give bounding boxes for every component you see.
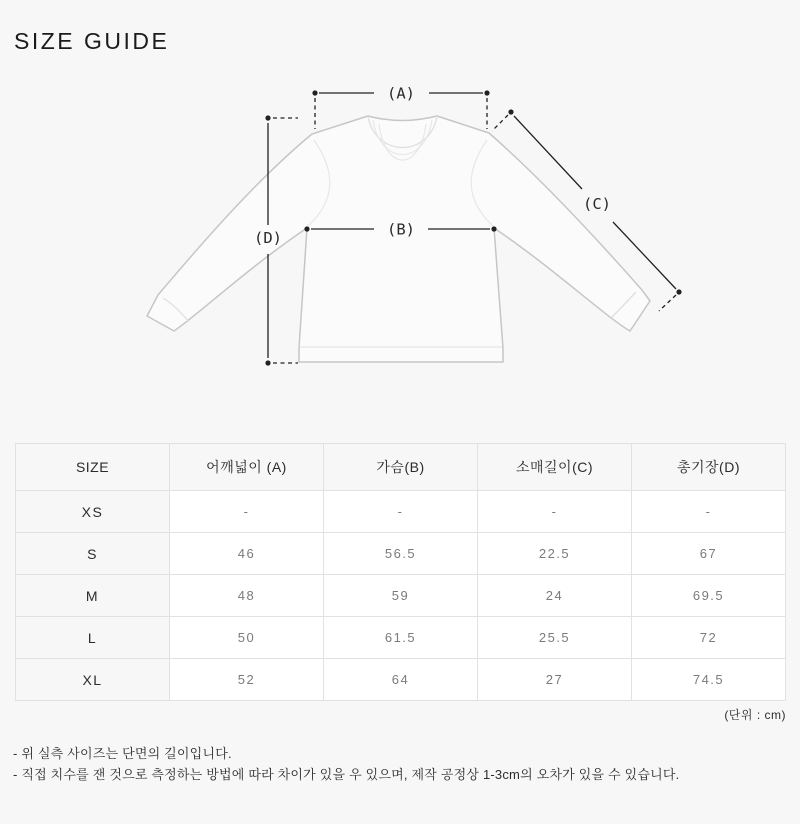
cell-value: - <box>324 491 478 533</box>
cell-value: 50 <box>170 617 324 659</box>
size-label: XL <box>16 659 170 701</box>
size-label: M <box>16 575 170 617</box>
table-row-s <box>16 533 786 575</box>
cell-value: 27 <box>478 659 632 701</box>
col-header-size: SIZE <box>16 444 170 491</box>
col-header-shoulder: 어깨넓이 (A) <box>170 444 324 491</box>
table-row-xs <box>16 491 786 533</box>
cell-value: 24 <box>478 575 632 617</box>
footnotes <box>13 743 679 785</box>
sweatshirt-sketch <box>147 116 650 362</box>
cell-value: 64 <box>324 659 478 701</box>
col-header-length: 총기장(D) <box>632 444 786 491</box>
col-header-sleeve: 소매길이(C) <box>478 444 632 491</box>
footnote-line: - 직접 치수를 잰 것으로 측정하는 방법에 따라 차이가 있을 우 있으며, 제작 공정상 1-3cm의 오차가 있을 수 있습니다. <box>13 767 680 782</box>
cell-value: 69.5 <box>632 575 786 617</box>
cell-value: 48 <box>170 575 324 617</box>
size-table <box>15 443 786 701</box>
size-table-header-row <box>16 444 786 491</box>
unit-note: (단위 : cm) <box>724 708 786 722</box>
cell-value: 72 <box>632 617 786 659</box>
cell-value: 61.5 <box>324 617 478 659</box>
size-label: L <box>16 617 170 659</box>
cell-value: 52 <box>170 659 324 701</box>
footnote-line: - 위 실측 사이즈는 단면의 길이입니다. <box>13 746 232 761</box>
page-title: SIZE GUIDE <box>14 28 170 54</box>
cell-value: - <box>632 491 786 533</box>
size-label: XS <box>16 491 170 533</box>
cell-value: - <box>170 491 324 533</box>
col-header-chest: 가슴(B) <box>324 444 478 491</box>
table-row-m <box>16 575 786 617</box>
table-row-xl <box>16 659 786 701</box>
measure-label-b: (B) <box>387 220 415 239</box>
measure-label-d: (D) <box>254 229 282 247</box>
measure-label-c: (C) <box>583 195 611 213</box>
cell-value: 25.5 <box>478 617 632 659</box>
cell-value: 67 <box>632 533 786 575</box>
cell-value: 22.5 <box>478 533 632 575</box>
measure-label-a: (A) <box>387 84 415 103</box>
cell-value: 46 <box>170 533 324 575</box>
cell-value: - <box>478 491 632 533</box>
cell-value: 74.5 <box>632 659 786 701</box>
size-label: S <box>16 533 170 575</box>
cell-value: 59 <box>324 575 478 617</box>
cell-value: 56.5 <box>324 533 478 575</box>
table-row-l <box>16 617 786 659</box>
